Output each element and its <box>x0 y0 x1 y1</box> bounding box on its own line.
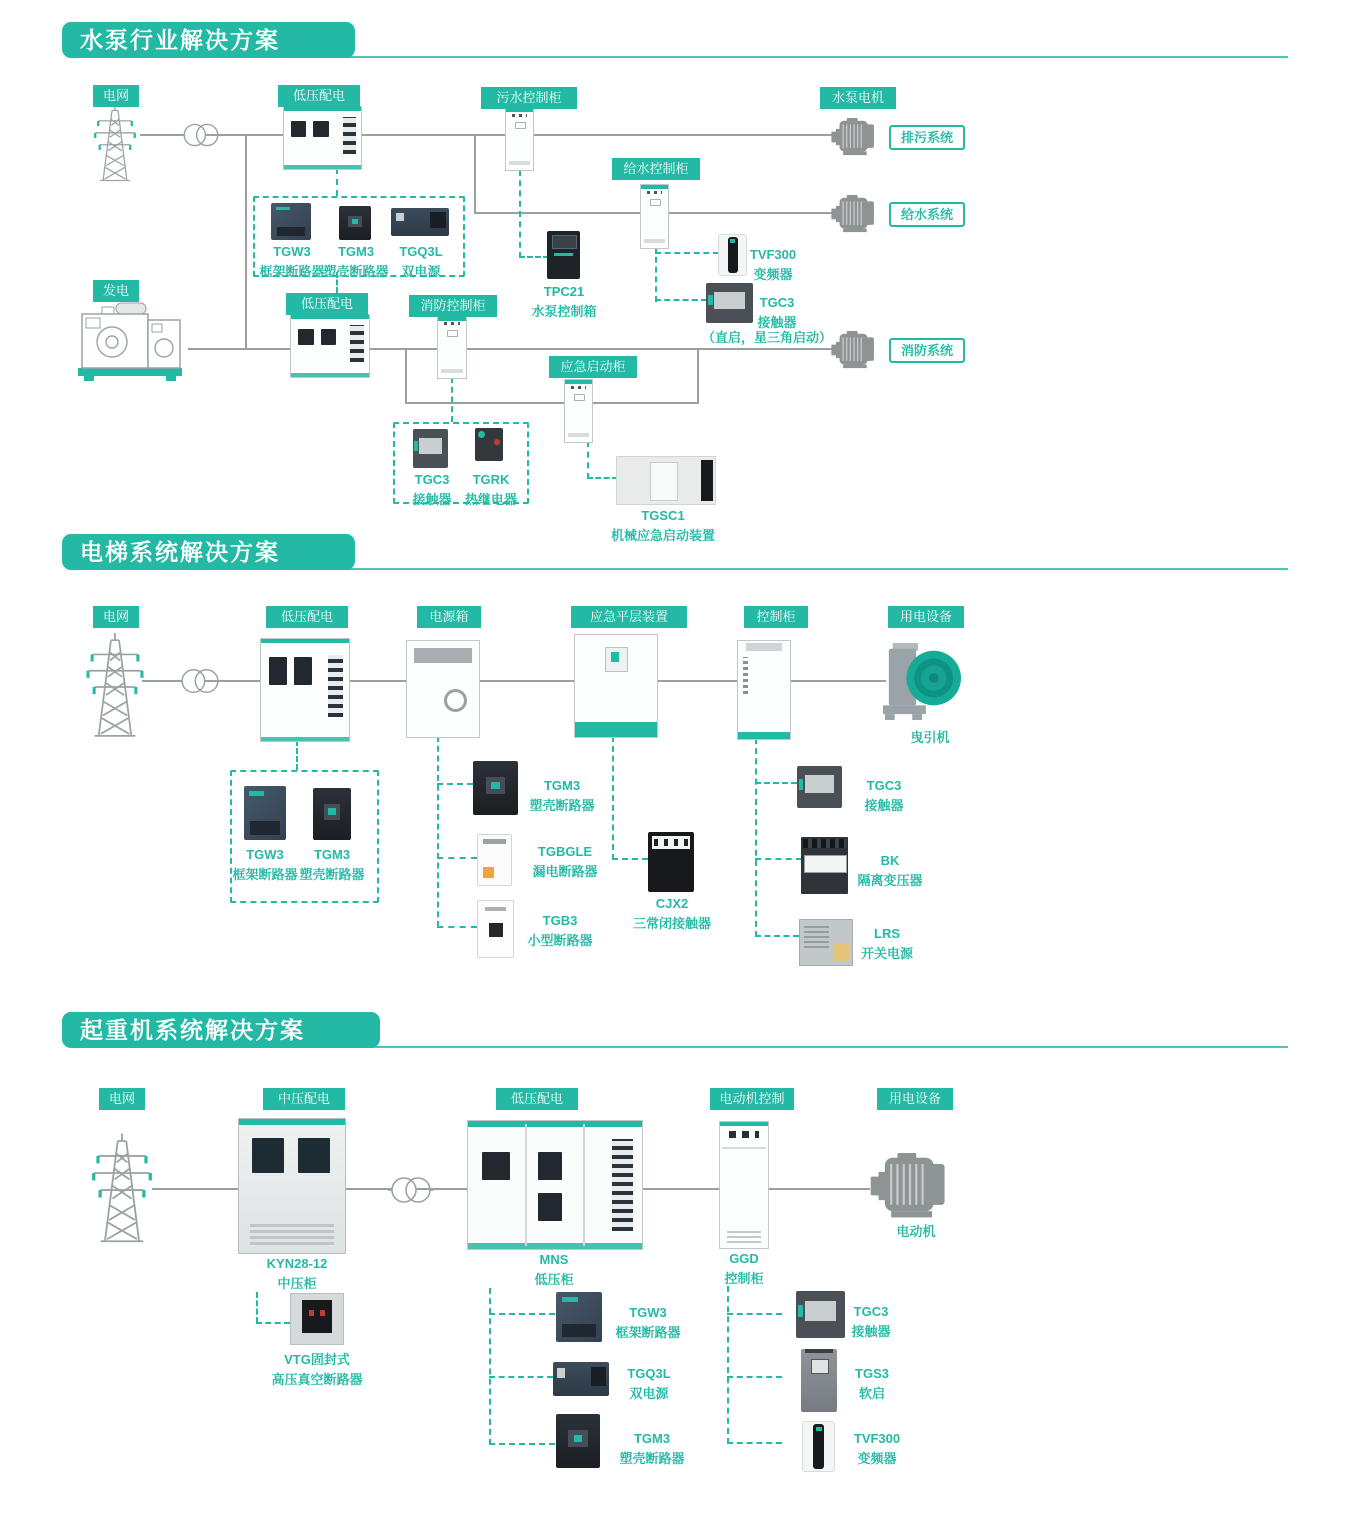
s2-tag-load: 用电设备 <box>888 606 964 628</box>
s1-start-mode-note: （直启，星三角启动） <box>701 330 832 345</box>
name: 机械应急启动装置 <box>610 528 715 543</box>
s2-tgbgle-caption <box>515 842 615 882</box>
s3-tvf300-caption <box>827 1429 927 1469</box>
s3-ggd-cabinet-image <box>719 1121 769 1249</box>
s2-dash-pbox-col <box>437 736 439 927</box>
model: TGM3 <box>633 1431 671 1446</box>
s3-dash-tgq3l <box>489 1376 553 1378</box>
s2-tgc3-caption <box>844 776 924 816</box>
s2-lrs-caption <box>837 924 937 964</box>
model: CJX2 <box>655 896 689 911</box>
name: 接触器 <box>851 1324 891 1339</box>
s1-power-grid-tower-icon <box>86 103 144 185</box>
s2-tgm3-caption <box>512 776 612 816</box>
s1-supply-motor-icon <box>831 195 877 233</box>
section2-title: 电梯系统解决方案 <box>62 534 355 570</box>
s2-tgb3-caption <box>510 911 610 951</box>
s1-sewage-cabinet-image <box>505 107 534 171</box>
name: 软启 <box>858 1386 885 1401</box>
s1-tag-grid: 电网 <box>93 85 139 107</box>
s1-tag-lv2: 低压配电 <box>286 293 368 315</box>
s1-tgrk-relay-image <box>475 428 503 461</box>
s1-system-drain: 排污系统 <box>889 125 965 150</box>
s3-dash-tgs3 <box>727 1376 782 1378</box>
model: TGM3 <box>337 244 375 259</box>
s2-lv-cabinet-image <box>260 638 350 742</box>
s2-power-box-image <box>406 640 480 738</box>
s1-tag-sewage: 污水控制柜 <box>481 87 577 109</box>
s1-branch-supply-v <box>474 134 476 214</box>
s1-mainline-row2 <box>188 348 835 350</box>
s2-bk-caption <box>840 851 940 891</box>
name: 双电源 <box>629 1386 669 1401</box>
name: 变频器 <box>753 267 793 282</box>
s1-dash-supply-v <box>655 247 657 302</box>
s3-tag-load: 用电设备 <box>877 1088 953 1110</box>
s1-tgw3-breaker-image <box>271 203 311 240</box>
s1-dash-emerg-h <box>587 477 618 479</box>
name: 接触器 <box>412 492 452 507</box>
s3-dash-tgm3 <box>489 1443 555 1445</box>
s2-dash-ctl-col <box>755 738 757 937</box>
s3-tgm3-breaker-image <box>556 1414 600 1468</box>
name: 热继电器 <box>464 492 517 507</box>
s2-leveling-device-image <box>574 634 658 738</box>
s2-tgm3-box-breaker-image <box>313 788 351 840</box>
s3-dash-kyn-v <box>256 1292 258 1323</box>
section1-header-rule <box>340 56 1288 58</box>
s2-dash-lrs <box>755 935 799 937</box>
s2-tgm3-box-caption <box>292 845 372 885</box>
name: 低压柜 <box>534 1272 574 1287</box>
s3-dash-tgw3 <box>489 1313 555 1315</box>
s2-cjx2-contactor-image <box>648 832 694 892</box>
s1-bypass-h <box>405 402 699 404</box>
name: 塑壳断路器 <box>529 798 595 813</box>
s2-tag-leveling: 应急平层装置 <box>571 606 687 628</box>
s3-tgw3-breaker-image <box>556 1292 602 1342</box>
model: TGC3 <box>853 1304 889 1319</box>
model: GGD <box>729 1251 759 1266</box>
s2-traction-caption: 曳引机 <box>910 730 950 745</box>
name: 框架断路器 <box>259 264 325 279</box>
section2-header-rule <box>340 568 1288 570</box>
name: 塑壳断路器 <box>619 1451 685 1466</box>
model: TGW3 <box>273 244 311 259</box>
s1-tvf300-caption <box>733 245 813 285</box>
model: TGC3 <box>759 295 795 310</box>
s1-dash-tgc3 <box>655 299 707 301</box>
model: TGRK <box>472 472 510 487</box>
model: LRS <box>874 926 900 941</box>
name: 变频器 <box>857 1451 897 1466</box>
section3-title: 起重机系统解决方案 <box>62 1012 380 1048</box>
s3-tag-lv: 低压配电 <box>496 1088 578 1110</box>
name: 框架断路器 <box>615 1325 681 1340</box>
name: 接触器 <box>757 315 797 330</box>
model: TVF300 <box>853 1431 901 1446</box>
s1-dash-cab1-box <box>336 168 338 196</box>
s3-electric-motor-icon <box>868 1153 952 1219</box>
name: 塑壳断路器 <box>299 867 365 882</box>
s3-tag-mv: 中压配电 <box>263 1088 345 1110</box>
s2-tgb3-breaker-image <box>477 900 514 958</box>
model: TGS3 <box>855 1366 889 1381</box>
s2-dash-tgbgle <box>437 857 477 859</box>
s2-tag-lv: 低压配电 <box>266 606 348 628</box>
s3-motor-caption: 电动机 <box>896 1224 936 1239</box>
s1-bypass-right <box>697 348 699 404</box>
s3-tgq3l-caption <box>599 1364 699 1404</box>
s3-transformer-icon <box>388 1172 434 1208</box>
name: 塑壳断路器 <box>323 264 389 279</box>
name: 开关电源 <box>860 946 913 961</box>
s1-tgsc1-device-image <box>616 456 716 505</box>
s1-drain-motor-icon <box>831 118 877 156</box>
s1-system-fire: 消防系统 <box>889 338 965 363</box>
name: 框架断路器 <box>232 867 298 882</box>
s3-power-grid-tower-icon <box>90 1116 154 1262</box>
s1-tag-lv1: 低压配电 <box>278 85 360 107</box>
s1-supply-cabinet-image <box>640 184 669 249</box>
s2-dash-lv <box>296 740 298 770</box>
s1-bypass-left <box>405 348 407 404</box>
s1-dash-emerg-v <box>587 441 589 479</box>
s3-dash-tgc3 <box>727 1313 782 1315</box>
s2-dash-cjx2 <box>612 858 648 860</box>
name: 隔离变压器 <box>857 873 923 888</box>
section1-title: 水泵行业解决方案 <box>62 22 355 58</box>
model: TGW3 <box>246 847 284 862</box>
s2-tag-power-box: 电源箱 <box>417 606 481 628</box>
name: 三常闭接触器 <box>632 916 711 931</box>
s3-mns-caption <box>494 1250 614 1290</box>
model: TGM3 <box>543 778 581 793</box>
s2-cjx2-caption <box>612 894 732 934</box>
s2-tgbgle-breaker-image <box>477 834 512 886</box>
model: TGQ3L <box>399 244 443 259</box>
s1-dash-tvf300 <box>655 252 719 254</box>
s2-tgc3-contactor-image <box>797 766 842 808</box>
s1-tag-supply: 给水控制柜 <box>612 158 700 180</box>
s3-tag-motor-control: 电动机控制 <box>710 1088 794 1110</box>
s2-dash-tgb3 <box>437 926 477 928</box>
s2-traction-machine-icon <box>883 634 961 726</box>
s1-lv2-cabinet-image <box>290 314 370 378</box>
model: TGQ3L <box>627 1366 671 1381</box>
s1-dash-fire-v <box>451 377 453 422</box>
s1-tgq3l-ats-image <box>391 208 449 236</box>
s3-dash-kyn-h <box>256 1322 290 1324</box>
s1-tgrk-caption <box>451 470 531 510</box>
model: TGC3 <box>866 778 902 793</box>
s3-dash-mns-col <box>489 1288 491 1445</box>
s1-tgc3b-contactor-image <box>413 429 448 468</box>
s3-tgs3-caption <box>822 1364 922 1404</box>
s2-transformer-icon <box>178 665 222 697</box>
model: TGM3 <box>313 847 351 862</box>
name: 高压真空断路器 <box>271 1372 363 1387</box>
s3-tgc3-caption <box>821 1302 921 1342</box>
s3-vtg-breaker-image <box>290 1293 344 1345</box>
s1-system-supply: 给水系统 <box>889 202 965 227</box>
model: VTG固封式 <box>284 1352 350 1367</box>
model: TGB3 <box>542 913 578 928</box>
s2-dash-bk <box>755 858 802 860</box>
s3-tgm3-caption <box>602 1429 702 1469</box>
s1-dash-sewage-v <box>519 170 521 258</box>
s1-generator-icon <box>76 298 190 382</box>
s3-dash-ggd-col <box>727 1286 729 1444</box>
s1-emergency-cabinet-image <box>564 379 593 443</box>
s2-control-cabinet-image <box>737 640 791 740</box>
name: 漏电断路器 <box>532 864 598 879</box>
s1-tpc21-caption <box>514 282 614 322</box>
model: TGBGLE <box>537 844 593 859</box>
model: TGW3 <box>629 1305 667 1320</box>
model: BK <box>880 853 900 868</box>
s1-tag-pump-motor: 水泵电机 <box>820 87 896 109</box>
s1-tpc21-controller-image <box>547 231 580 279</box>
s1-fire-motor-icon <box>831 331 877 369</box>
s1-tgm3-breaker-image <box>339 206 371 240</box>
s1-tag-gen: 发电 <box>93 280 139 302</box>
s2-tag-control: 控制柜 <box>744 606 808 628</box>
s1-tag-emergency: 应急启动柜 <box>549 356 637 378</box>
model: TGC3 <box>414 472 450 487</box>
s3-mns-cabinet-image <box>467 1120 643 1250</box>
s1-drop-to-row2 <box>245 134 247 350</box>
s3-vtg-caption <box>247 1350 387 1390</box>
name: 接触器 <box>864 798 904 813</box>
s1-tgq3l-caption <box>381 242 461 282</box>
s1-tag-fire: 消防控制柜 <box>409 295 497 317</box>
s1-transformer-icon <box>180 120 222 150</box>
s2-tgw3-breaker-image <box>244 786 286 840</box>
model: TGSC1 <box>641 508 685 523</box>
name: 小型断路器 <box>527 933 593 948</box>
model: KYN28-12 <box>266 1256 328 1271</box>
model: TVF300 <box>749 247 797 262</box>
name: 双电源 <box>401 264 441 279</box>
s3-ggd-caption <box>684 1249 804 1289</box>
s3-tag-grid: 电网 <box>99 1088 145 1110</box>
s1-fire-cabinet-image <box>437 316 467 379</box>
s2-dash-tgm3 <box>437 783 473 785</box>
s3-dash-tvf300 <box>727 1442 782 1444</box>
s3-tgw3-caption <box>598 1303 698 1343</box>
s1-lv1-cabinet-image <box>283 106 362 170</box>
s1-tgsc1-caption <box>583 506 743 546</box>
model: MNS <box>539 1252 569 1267</box>
name: 控制柜 <box>724 1271 764 1286</box>
s2-power-grid-tower-icon <box>84 630 146 742</box>
model: TPC21 <box>543 284 585 299</box>
name: 中压柜 <box>277 1276 317 1291</box>
name: 水泵控制箱 <box>531 304 597 319</box>
s3-kyn-caption <box>237 1254 357 1294</box>
s3-kyn-cabinet-image <box>238 1118 346 1254</box>
s2-dash-tgc3 <box>755 782 797 784</box>
s2-tag-grid: 电网 <box>93 606 139 628</box>
section3-header-rule <box>340 1046 1288 1048</box>
s1-dash-sewage-h <box>519 256 549 258</box>
